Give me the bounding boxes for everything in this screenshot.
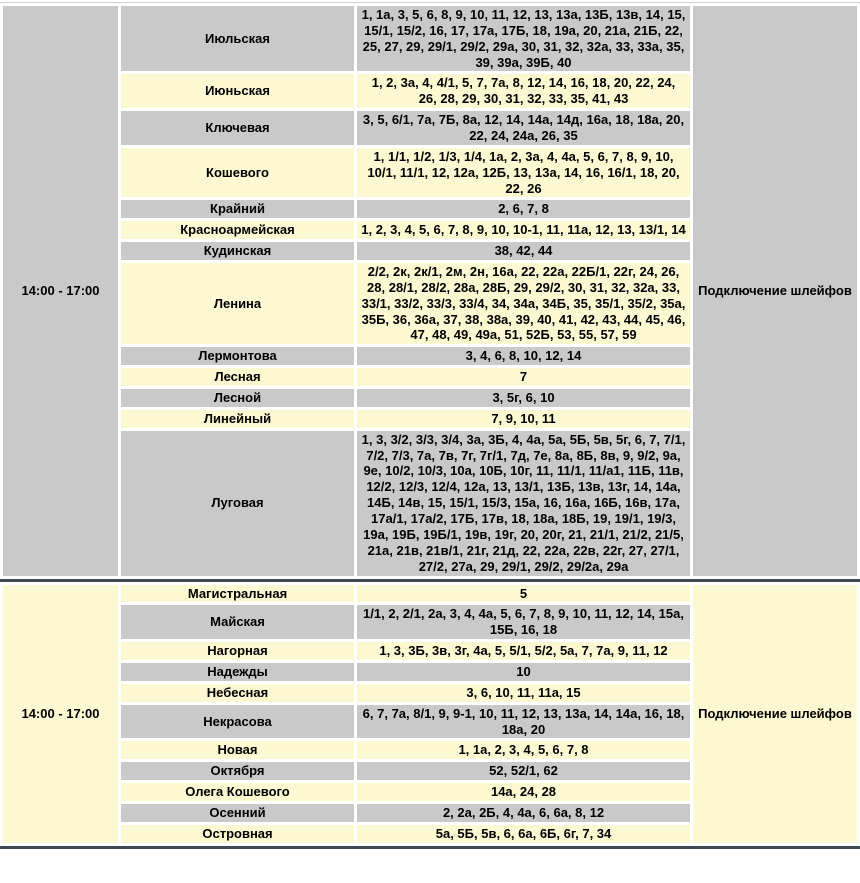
houses-cell: 1, 1а, 2, 3, 4, 5, 6, 7, 8 — [357, 741, 690, 759]
schedule-block-1 — [0, 3, 860, 579]
houses-cell: 7, 9, 10, 11 — [357, 410, 690, 428]
schedule-block-2 — [0, 582, 860, 846]
street-cell: Ключевая — [121, 111, 354, 145]
houses-cell: 1, 1а, 3, 5, 6, 8, 9, 10, 11, 12, 13, 13а, 13Б, 13в, 14, 15, 15/1, 15/2, 16, 17, 17а, 17Б, 18, 19а, 20, 21а, 21Б, 22, 25, 27, 29, 29/1, 29/2, 29а, 30, 31, 32, 32а, 33, 33а, 35, 39, 39а, 39Б, 40 — [357, 6, 690, 71]
houses-cell: 3, 5, 6/1, 7а, 7Б, 8а, 12, 14, 14а, 14д, 16а, 18, 18а, 20, 22, 24, 24а, 26, 35 — [357, 111, 690, 145]
houses-cell: 6, 7, 7а, 8/1, 9, 9-1, 10, 11, 12, 13, 13а, 14, 14а, 16, 18, 18а, 20 — [357, 705, 690, 739]
street-cell: Некрасова — [121, 705, 354, 739]
street-cell: Олега Кошевого — [121, 783, 354, 801]
houses-cell: 38, 42, 44 — [357, 242, 690, 260]
street-cell: Лесная — [121, 368, 354, 386]
work-type-cell: Подключение шлейфов — [693, 585, 857, 843]
street-cell: Линейный — [121, 410, 354, 428]
street-cell: Октября — [121, 762, 354, 780]
street-cell: Магистральная — [121, 585, 354, 603]
houses-cell: 1, 3, 3Б, 3в, 3г, 4а, 5, 5/1, 5/2, 5а, 7, 7а, 9, 11, 12 — [357, 642, 690, 660]
table-row — [3, 6, 857, 71]
houses-cell: 3, 5г, 6, 10 — [357, 389, 690, 407]
street-cell: Новая — [121, 741, 354, 759]
schedule-table-area — [0, 3, 860, 849]
street-cell: Луговая — [121, 431, 354, 576]
street-cell: Кошевого — [121, 148, 354, 198]
houses-cell: 14а, 24, 28 — [357, 783, 690, 801]
street-cell: Июльская — [121, 6, 354, 71]
work-type-cell: Подключение шлейфов — [693, 6, 857, 576]
street-cell: Майская — [121, 605, 354, 639]
street-cell: Кудинская — [121, 242, 354, 260]
table-row — [3, 585, 857, 603]
houses-cell: 3, 4, 6, 8, 10, 12, 14 — [357, 347, 690, 365]
houses-cell: 1, 2, 3а, 4, 4/1, 5, 7, 7а, 8, 12, 14, 16, 18, 20, 22, 24, 26, 28, 29, 30, 31, 32, 33, 35, 41, 43 — [357, 74, 690, 108]
houses-cell: 52, 52/1, 62 — [357, 762, 690, 780]
houses-cell: 7 — [357, 368, 690, 386]
street-cell: Небесная — [121, 684, 354, 702]
houses-cell: 1, 3, 3/2, 3/3, 3/4, 3а, 3Б, 4, 4а, 5а, 5Б, 5в, 5г, 6, 7, 7/1, 7/2, 7/3, 7а, 7в, 7г, 7г/1, 7д, 7е, 8а, 8Б, 8в, 9, 9/2, 9а, 9е, 10/2, 10/3, 10а, 10Б, 10г, 11, 11/1, 11/а1, 11Б, 11в, 12/2, 12/3, 12/4, 12а, 13, 13/1, 13Б, 13в, 13г, 14, 14а, 14Б, 14в, 15, 15/1, 15/3, 15а, 16, 16а, 16Б, 16в, 17а, 17а/1, 17а/2, 17Б, 17в, 18, 18а, 18Б, 19, 19/1, 19/3, 19а, 19Б, 19Б/1, 19в, 19г, 20, 20г, 21, 21/1, 21/2, 21/5, 21а, 21в, 21в/1, 21г, 21д, 22, 22а, 22в, 22г, 27, 27/1, 27/2, 27а, 29, 29/1, 29/2, 29/2а, 29а — [357, 431, 690, 576]
street-cell: Нагорная — [121, 642, 354, 660]
street-cell: Лермонтова — [121, 347, 354, 365]
houses-cell: 5а, 5Б, 5в, 6, 6а, 6Б, 6г, 7, 34 — [357, 825, 690, 843]
street-cell: Июньская — [121, 74, 354, 108]
houses-cell: 1, 2, 3, 4, 5, 6, 7, 8, 9, 10, 10-1, 11, 11а, 12, 13, 13/1, 14 — [357, 221, 690, 239]
houses-cell: 3, 6, 10, 11, 11а, 15 — [357, 684, 690, 702]
houses-cell: 10 — [357, 663, 690, 681]
street-cell: Осенний — [121, 804, 354, 822]
street-cell: Островная — [121, 825, 354, 843]
time-cell: 14:00 - 17:00 — [3, 585, 118, 843]
houses-cell: 2/2, 2к, 2к/1, 2м, 2н, 16а, 22, 22а, 22Б/1, 22г, 24, 26, 28, 28/1, 28/2, 28а, 28Б, 29, 29/2, 30, 31, 32, 32а, 33, 33/1, 33/2, 33/3, 33/4, 34, 34а, 34Б, 35, 35/1, 35/2, 35а, 35Б, 36, 36а, 37, 38, 38а, 39, 40, 41, 42, 43, 44, 45, 46, 47, 48, 49, 49а, 51, 52Б, 53, 55, 57, 59 — [357, 263, 690, 344]
houses-cell: 2, 2а, 2Б, 4, 4а, 6, 6а, 8, 12 — [357, 804, 690, 822]
time-cell: 14:00 - 17:00 — [3, 6, 118, 576]
houses-cell: 1, 1/1, 1/2, 1/3, 1/4, 1а, 2, 3а, 4, 4а, 5, 6, 7, 8, 9, 10, 10/1, 11/1, 12, 12а, 12Б, 13, 13а, 14, 16, 16/1, 18, 20, 22, 26 — [357, 148, 690, 198]
houses-cell: 5 — [357, 585, 690, 603]
bottom-margin — [0, 849, 860, 861]
street-cell: Надежды — [121, 663, 354, 681]
street-cell: Лесной — [121, 389, 354, 407]
street-cell: Красноармейская — [121, 221, 354, 239]
street-cell: Ленина — [121, 263, 354, 344]
houses-cell: 1/1, 2, 2/1, 2а, 3, 4, 4а, 5, 6, 7, 8, 9, 10, 11, 12, 14, 15а, 15Б, 16, 18 — [357, 605, 690, 639]
street-cell: Крайний — [121, 200, 354, 218]
houses-cell: 2, 6, 7, 8 — [357, 200, 690, 218]
outage-schedule-page — [0, 2, 860, 861]
